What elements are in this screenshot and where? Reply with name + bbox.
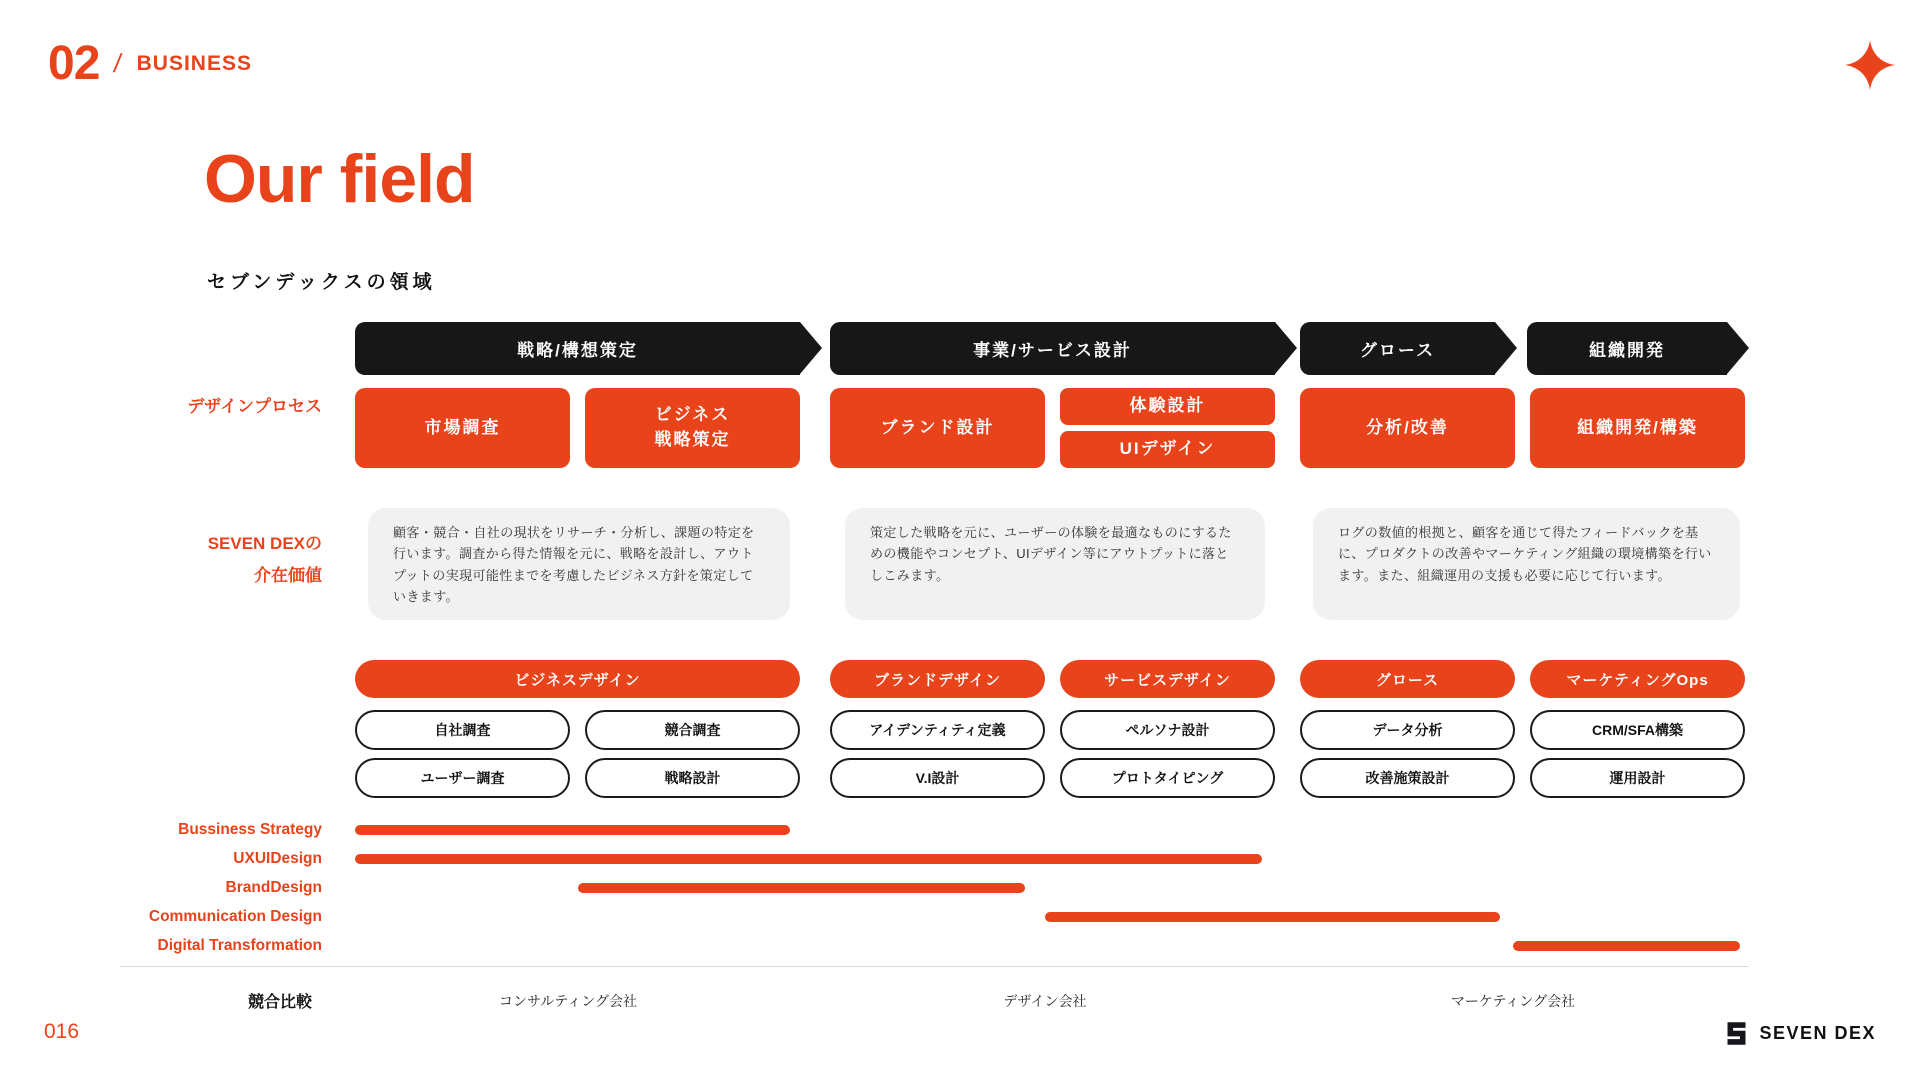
step-label: 戦略策定 bbox=[654, 430, 731, 449]
phase-label: グロース bbox=[1359, 341, 1436, 360]
competitor-label-marketing: マーケティング会社 bbox=[1450, 993, 1576, 1009]
skill-pill-strategy-design: 戦略設計 bbox=[585, 758, 800, 798]
skill-pill-operation-design: 運用設計 bbox=[1530, 758, 1745, 798]
step-label: ブランド設計 bbox=[880, 417, 995, 437]
step-box-org-development bbox=[1530, 388, 1745, 468]
service-group-marketing-ops: マーケティングOps bbox=[1530, 660, 1745, 698]
competitor-label-design: デザイン会社 bbox=[1003, 993, 1087, 1009]
sparkle-icon bbox=[1845, 40, 1895, 90]
phase-label: 事業/サービス設計 bbox=[973, 341, 1132, 360]
section-number: 02 bbox=[48, 37, 100, 90]
skill-pill-improvement-design: 改善施策設計 bbox=[1300, 758, 1515, 798]
description-panel-strategy: 顧客・競合・自社の現状をリサーチ・分析し、課題の特定を行います。調査から得た情報を元に、戦略を設計し、アウトプットの実現可能性までを考慮したビジネス方針を策定していきます。 bbox=[368, 508, 790, 620]
service-group-business-design: ビジネスデザイン bbox=[355, 660, 800, 698]
step-label: 分析/改善 bbox=[1366, 417, 1449, 437]
step-label: 市場調査 bbox=[424, 417, 501, 437]
coverage-label-communication-design: Communication Design bbox=[148, 908, 322, 925]
page-title: Our field bbox=[204, 141, 475, 217]
page-subtitle: セブンデックスの領域 bbox=[207, 272, 436, 293]
skill-pill-data-analysis: データ分析 bbox=[1300, 710, 1515, 750]
description-panel-growth: ログの数値的根拠と、顧客を通じて得たフィードバックを基に、プロダクトの改善やマーケティング組織の環境構築を行います。また、組織運用の支援も必要に応じて行います。 bbox=[1313, 508, 1740, 620]
value-row-label-line1: SEVEN DEXの bbox=[207, 534, 322, 553]
skill-pill-competitor-research: 競合調査 bbox=[585, 710, 800, 750]
coverage-label-digital-transformation: Digital Transformation bbox=[157, 937, 322, 954]
service-group-brand-design: ブランドデザイン bbox=[830, 660, 1045, 698]
axis-divider bbox=[120, 966, 1748, 967]
phase-label: 戦略/構想策定 bbox=[517, 341, 638, 360]
service-group-service-design: サービスデザイン bbox=[1060, 660, 1275, 698]
phase-arrow-growth bbox=[1300, 322, 1495, 375]
step-label: ビジネス bbox=[654, 405, 731, 425]
skill-pill-identity-definition: アイデンティティ定義 bbox=[830, 710, 1045, 750]
skill-pill-persona-design: ペルソナ設計 bbox=[1060, 710, 1275, 750]
coverage-bar-business-strategy bbox=[355, 825, 790, 835]
step-box-brand-design bbox=[830, 388, 1045, 468]
phase-label: 組織開発 bbox=[1589, 341, 1665, 360]
section-header bbox=[48, 36, 252, 91]
step-label: UIデザイン bbox=[1119, 439, 1216, 459]
coverage-bar-digital-transformation bbox=[1513, 941, 1740, 951]
competitor-label-consulting: コンサルティング会社 bbox=[499, 993, 637, 1009]
comparison-label: 競合比較 bbox=[247, 994, 312, 1011]
skill-pill-company-research: 自社調査 bbox=[355, 710, 570, 750]
section-label: BUSINESS bbox=[136, 51, 252, 75]
page-number: 016 bbox=[44, 1020, 80, 1043]
coverage-bar-communication-design bbox=[1045, 912, 1500, 922]
description-panel-service: 策定した戦略を元に、ユーザーの体験を最適なものにするための機能やコンセプト、UIデザイン等にアウトプットに落としこみます。 bbox=[845, 508, 1265, 620]
phase-arrow-org-dev bbox=[1527, 322, 1727, 375]
logo-mark-icon bbox=[1723, 1020, 1750, 1047]
step-box-ui-design bbox=[1060, 431, 1275, 468]
coverage-bar-uxui-design bbox=[355, 854, 1262, 864]
design-process-row-label: デザインプロセス bbox=[187, 397, 322, 416]
skill-pill-user-research: ユーザー調査 bbox=[355, 758, 570, 798]
step-box-market-research bbox=[355, 388, 570, 468]
coverage-label-brand-design: BrandDesign bbox=[225, 879, 322, 896]
skill-pill-vi-design: V.I設計 bbox=[830, 758, 1045, 798]
step-box-experience-design bbox=[1060, 388, 1275, 425]
phase-arrow-service-design bbox=[830, 322, 1275, 375]
coverage-label-business-strategy: Bussiness Strategy bbox=[178, 821, 322, 838]
skill-pill-prototyping: プロトタイピング bbox=[1060, 758, 1275, 798]
logo-text: SEVEN DEX bbox=[1759, 1023, 1876, 1043]
step-box-analysis-improvement bbox=[1300, 388, 1515, 468]
company-logo bbox=[1723, 1020, 1876, 1047]
step-box-business-strategy bbox=[585, 388, 800, 468]
step-label: 体験設計 bbox=[1129, 396, 1206, 416]
skill-pill-crm-sfa: CRM/SFA構築 bbox=[1530, 710, 1745, 750]
service-group-growth: グロース bbox=[1300, 660, 1515, 698]
section-separator: / bbox=[112, 48, 124, 78]
coverage-bar-brand-design bbox=[578, 883, 1025, 893]
step-label: 組織開発/構築 bbox=[1577, 417, 1698, 437]
coverage-label-uxui-design: UXUIDesign bbox=[233, 850, 322, 867]
value-row-label-line2: 介在価値 bbox=[254, 566, 322, 586]
phase-arrow-strategy bbox=[355, 322, 800, 375]
value-row-label bbox=[60, 528, 322, 593]
